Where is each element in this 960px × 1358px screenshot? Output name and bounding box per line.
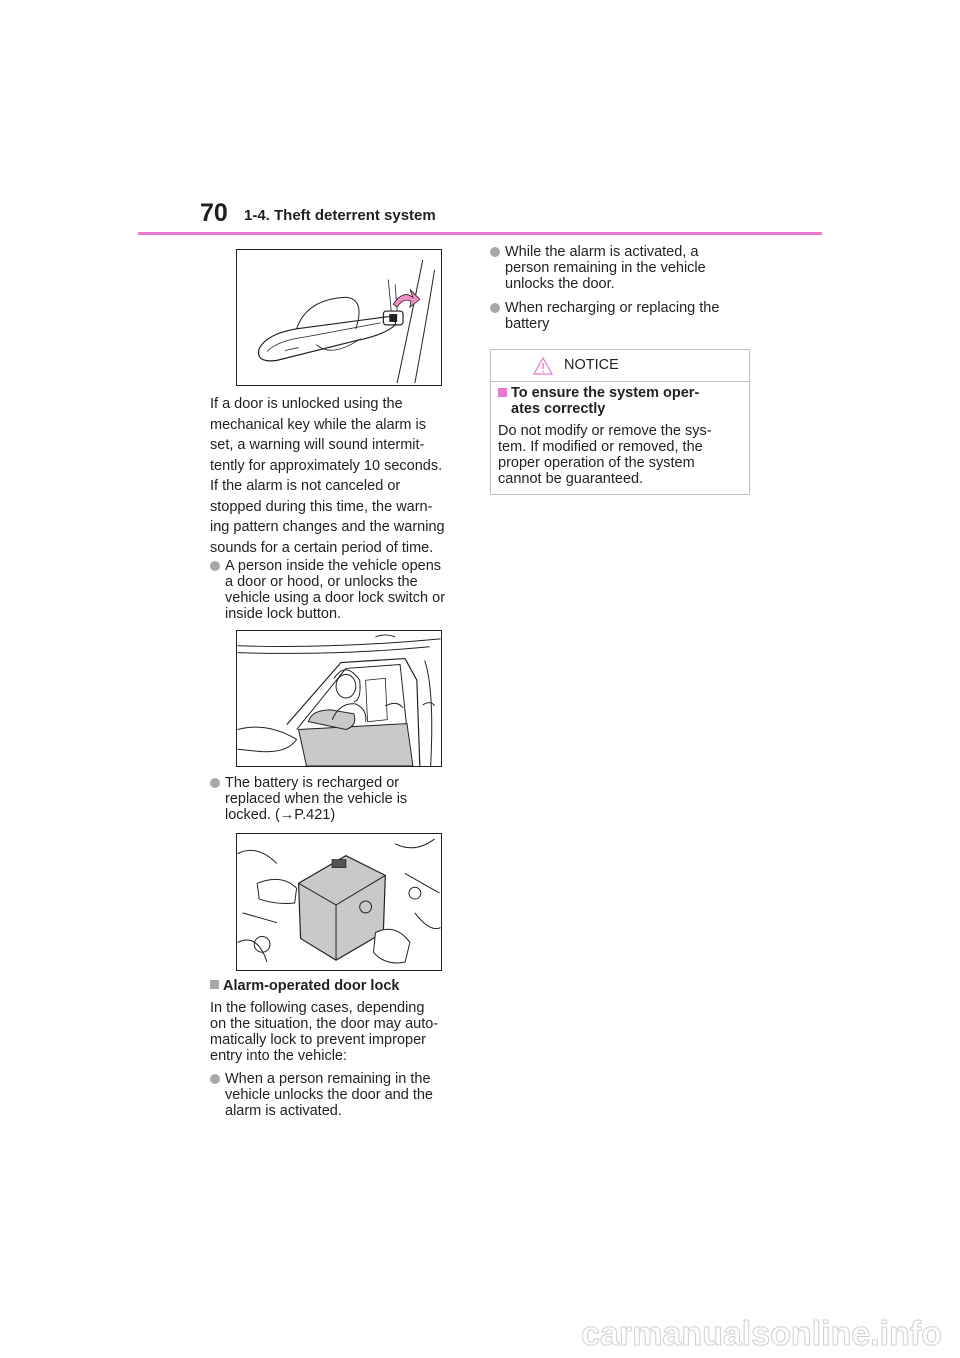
subheading-line: ates correctly bbox=[511, 401, 606, 417]
warning-triangle-icon bbox=[533, 357, 553, 375]
paragraph-line: matically lock to prevent improper bbox=[210, 1032, 426, 1048]
notice-line: cannot be guaranteed. bbox=[498, 471, 644, 487]
bullet-line: The battery is recharged or bbox=[225, 775, 400, 791]
bullet-while-alarm bbox=[490, 244, 755, 292]
heading-square-icon bbox=[210, 980, 219, 989]
bullet-line: A person inside the vehicle opens bbox=[225, 558, 442, 574]
bullet-line: person remaining in the vehicle bbox=[505, 260, 706, 276]
bullet-icon bbox=[210, 561, 220, 571]
bullet-line: a door or hood, or unlocks the bbox=[225, 574, 418, 590]
body-line: ing pattern changes and the warning bbox=[210, 519, 445, 535]
watermark-text: carmanualsonline.info bbox=[581, 1315, 942, 1353]
person-in-vehicle-illustration bbox=[236, 630, 442, 767]
notice-title: NOTICE bbox=[564, 357, 619, 373]
bullet-person-inside bbox=[210, 558, 470, 622]
bullet-alarm-activated bbox=[210, 1071, 470, 1119]
body-line: If the alarm is not canceled or bbox=[210, 478, 401, 494]
bullet-line: unlocks the door. bbox=[505, 276, 615, 292]
battery-illustration bbox=[236, 833, 442, 971]
bullet-line: inside lock button. bbox=[225, 606, 342, 622]
notice-subheading bbox=[498, 385, 743, 417]
person-in-vehicle-drawing bbox=[237, 631, 441, 766]
watermark bbox=[0, 1309, 960, 1358]
body-line: stopped during this time, the warn- bbox=[210, 498, 433, 515]
watermark-logo bbox=[0, 1309, 960, 1358]
body-line: tently for approximately 10 seconds. bbox=[210, 457, 443, 474]
bullet-line: replaced when the vehicle is bbox=[225, 791, 408, 807]
bullet-icon bbox=[210, 1074, 220, 1084]
bullet-icon bbox=[490, 247, 500, 257]
paragraph-line: on the situation, the door may auto- bbox=[210, 1016, 439, 1032]
bullet-icon bbox=[210, 778, 220, 788]
heading-text: Alarm-operated door lock bbox=[223, 978, 400, 994]
page-number: 70 bbox=[200, 199, 228, 227]
battery-drawing bbox=[237, 834, 441, 970]
bullet-line: When a person remaining in the bbox=[225, 1071, 431, 1087]
header-rule bbox=[138, 232, 822, 235]
bullet-line: When recharging or replacing the bbox=[505, 300, 720, 316]
body-line: sounds for a certain period of time. bbox=[210, 539, 434, 556]
subheading-line: To ensure the system oper- bbox=[511, 385, 700, 401]
notice-line: proper operation of the system bbox=[498, 455, 695, 471]
alarm-door-lock-heading bbox=[210, 978, 399, 994]
bullet-icon bbox=[490, 303, 500, 313]
bullet-recharging bbox=[490, 300, 755, 332]
bullet-battery bbox=[210, 775, 470, 823]
notice-text bbox=[498, 423, 746, 487]
section-title: 1-4. Theft deterrent system bbox=[244, 207, 436, 224]
bullet-line: battery bbox=[505, 316, 550, 332]
bullet-line: vehicle unlocks the door and the bbox=[225, 1087, 433, 1103]
paragraph-line: In the following cases, depending bbox=[210, 1000, 425, 1016]
body-paragraph bbox=[210, 394, 470, 558]
bullet-line: locked. (→P.421) bbox=[225, 807, 336, 823]
heading-square-icon bbox=[498, 388, 507, 397]
notice-header bbox=[491, 350, 749, 382]
body-line: set, a warning will sound intermit- bbox=[210, 437, 425, 453]
body-line: If a door is unlocked using the bbox=[210, 396, 403, 412]
door-handle-drawing bbox=[237, 250, 441, 385]
body-line: mechanical key while the alarm is bbox=[210, 416, 426, 433]
notice-line: tem. If modified or removed, the bbox=[498, 439, 703, 455]
alarm-lock-paragraph bbox=[210, 1000, 475, 1064]
bullet-line: vehicle using a door lock switch or bbox=[225, 590, 446, 606]
bullet-line: While the alarm is activated, a bbox=[505, 244, 699, 260]
bullet-line: alarm is activated. bbox=[225, 1103, 342, 1119]
notice-line: Do not modify or remove the sys- bbox=[498, 423, 712, 439]
paragraph-line: entry into the vehicle: bbox=[210, 1048, 348, 1064]
notice-box bbox=[490, 349, 750, 495]
door-handle-illustration bbox=[236, 249, 442, 386]
